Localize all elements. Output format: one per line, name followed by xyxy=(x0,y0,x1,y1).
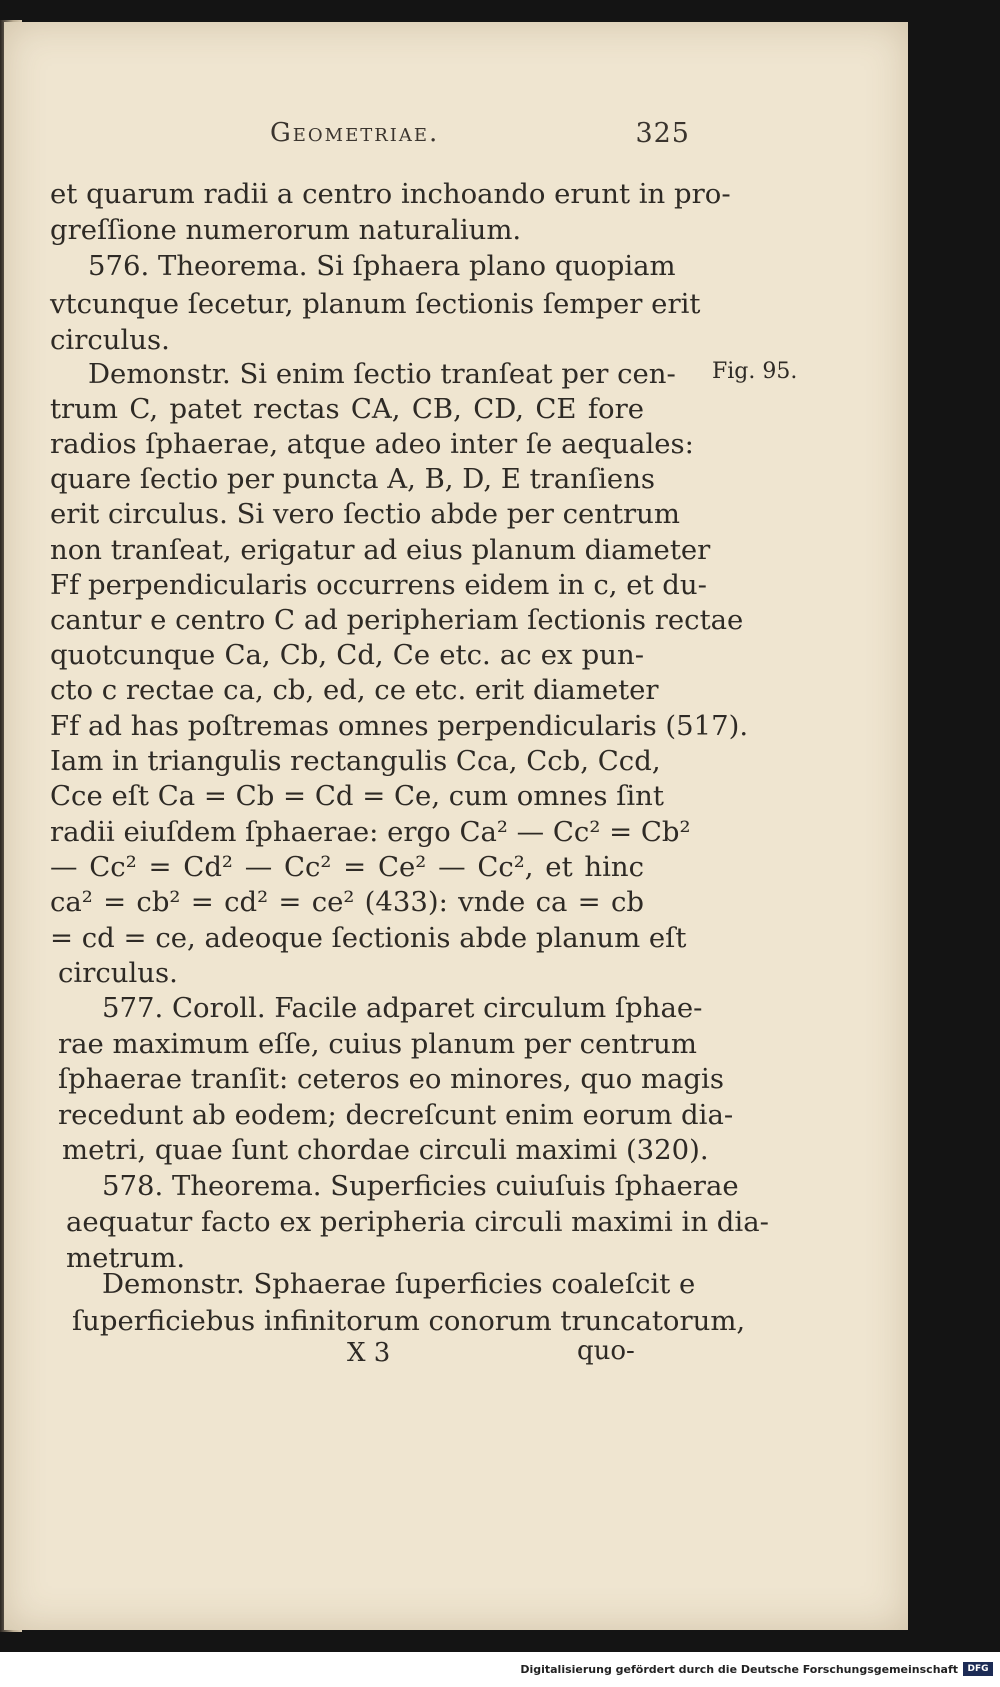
dfg-logo: DFG xyxy=(963,1662,993,1676)
page-number: 325 xyxy=(635,118,690,149)
text-line: rae maximum eſſe, cuius planum per centrum xyxy=(58,1028,697,1060)
text-line: et quarum radii a centro inchoando erunt in pro- xyxy=(50,178,731,210)
text-line: 578. Theorema. Superficies cuiuſuis ſphaerae xyxy=(102,1170,739,1202)
text-line: trum C, patet rectas CA, CB, CD, CE fore xyxy=(50,393,644,425)
text-line: — Cc² = Cd² — Cc² = Ce² — Cc², et hinc xyxy=(50,851,644,883)
text-line: ſphaerae tranſit: ceteros eo minores, quo magis xyxy=(58,1063,724,1095)
catchword: quo- xyxy=(577,1336,635,1366)
text-line: cto c rectae ca, cb, ed, ce etc. erit diameter xyxy=(50,674,659,706)
text-line: cantur e centro C ad peripheriam ſectionis rectae xyxy=(50,604,744,636)
text-line: 577. Coroll. Facile adparet circulum ſphae- xyxy=(102,992,703,1024)
text-line: recedunt ab eodem; decreſcunt enim eorum dia- xyxy=(58,1099,734,1131)
text-line: Demonstr. Sphaerae ſuperficies coaleſcit e xyxy=(102,1268,696,1300)
text-line: Demonstr. Si enim ſectio tranſeat per cen- xyxy=(88,358,676,390)
text-line: ca² = cb² = cd² = ce² (433): vnde ca = cb xyxy=(50,886,644,918)
text-line: Ff perpendicularis occurrens eidem in c, et du- xyxy=(50,569,707,601)
running-title: Geometriae. xyxy=(270,118,440,148)
text-line: quare ſectio per puncta A, B, D, E tranſiens xyxy=(50,463,656,495)
text-line: Ff ad has poſtremas omnes perpendicularis (517). xyxy=(50,710,749,742)
text-line: quotcunque Ca, Cb, Cd, Ce etc. ac ex pun- xyxy=(50,639,644,671)
text-line: aequatur facto ex peripheria circuli maximi in dia- xyxy=(66,1206,769,1238)
text-line: = cd = ce, adeoque ſectionis abde planum eſt xyxy=(50,922,687,954)
text-line: greſſione numerorum naturalium. xyxy=(50,214,522,246)
running-head xyxy=(270,118,690,154)
signature-mark: X 3 xyxy=(347,1338,391,1368)
funding-credit: Digitalisierung gefördert durch die Deutsche Forschungsgemeinschaft xyxy=(520,1663,958,1676)
text-line: Iam in triangulis rectangulis Cca, Ccb, Ccd, xyxy=(50,745,661,777)
text-line: metrum. xyxy=(66,1242,186,1274)
text-line: circulus. xyxy=(50,324,170,356)
text-line: 576. Theorema. Si ſphaera plano quopiam xyxy=(88,250,676,282)
text-line: erit circulus. Si vero ſectio abde per centrum xyxy=(50,498,680,530)
text-line: metri, quae ſunt chordae circuli maximi (320). xyxy=(62,1134,709,1166)
figure-reference: Fig. 95. xyxy=(712,359,798,384)
text-line: vtcunque ſecetur, planum ſectionis ſemper erit xyxy=(50,288,701,320)
text-line: radios ſphaerae, atque adeo inter ſe aequales: xyxy=(50,428,694,460)
text-line: circulus. xyxy=(58,957,178,989)
text-line: Cce eſt Ca = Cb = Cd = Ce, cum omnes ſint xyxy=(50,780,664,812)
text-line: non tranſeat, erigatur ad eius planum diameter xyxy=(50,534,711,566)
text-line: radii eiuſdem ſphaerae: ergo Ca² — Cc² = Cb² xyxy=(50,816,691,848)
text-line: ſuperficiebus infinitorum conorum truncatorum, xyxy=(72,1305,746,1337)
